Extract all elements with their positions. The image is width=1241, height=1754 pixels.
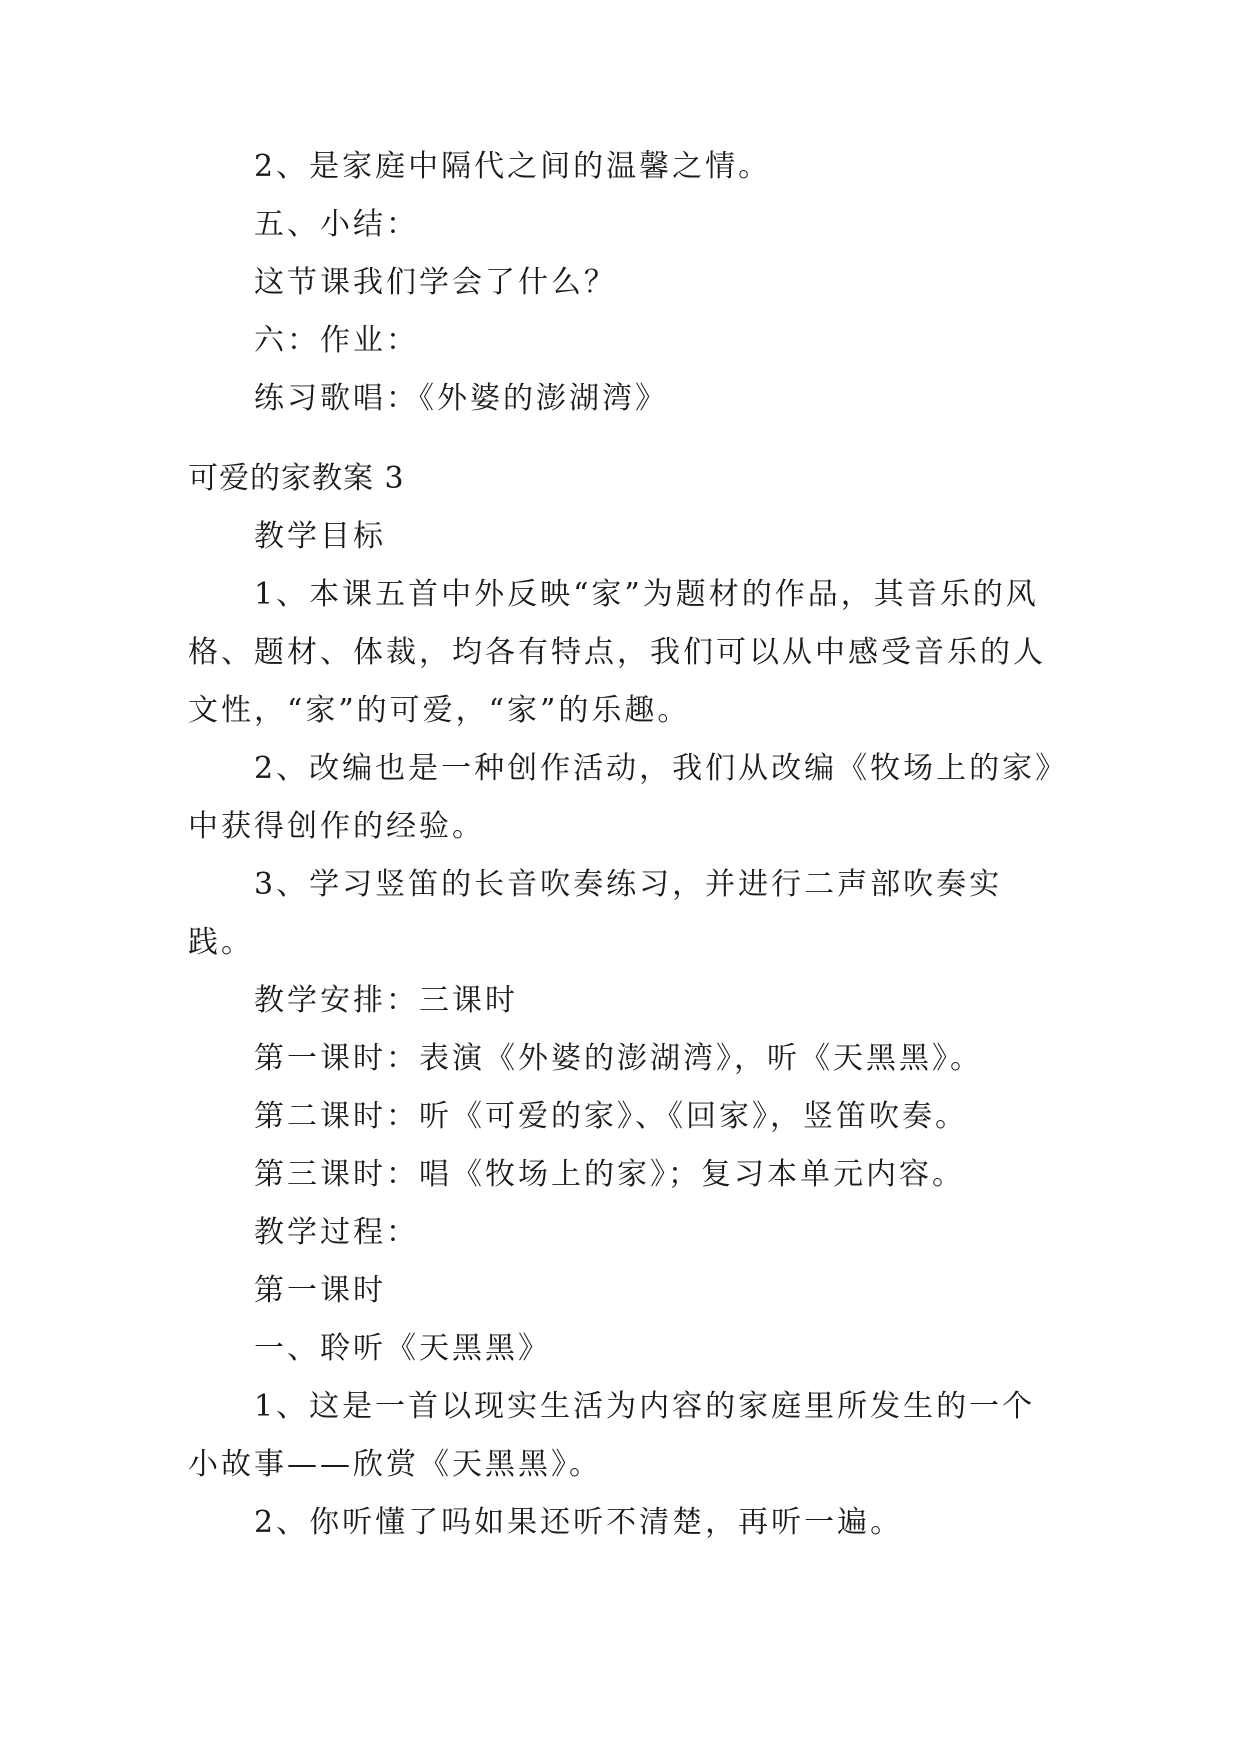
lesson-2-line: 第二课时：听《可爱的家》、《回家》，竖笛吹奏。 [254,1099,968,1134]
summary-question: 这节课我们学会了什么？ [254,265,617,300]
summary-point-2: 2、是家庭中隔代之间的温馨之情。 [254,149,772,184]
arrangement-line: 教学安排：三课时 [254,983,518,1018]
goal-paragraph-2: 2、改编也是一种创作活动，我们从改编《牧场上的家》中获得创作的经验。 [188,751,1054,844]
listen-paragraph-2: 2、你听懂了吗如果还听不清楚，再听一遍。 [254,1505,904,1540]
section-top [188,138,1068,428]
homework-item: 练习歌唱：《外婆的澎湖湾》 [254,381,668,416]
lesson-3-line: 第三课时：唱《牧场上的家》；复习本单元内容。 [254,1157,965,1192]
goal-heading: 教学目标 [254,519,386,554]
homework-heading: 六：作业： [254,323,419,358]
first-lesson-heading: 第一课时 [254,1273,386,1308]
lesson-plan-section [188,450,1068,1552]
goal-paragraph-1: 1、本课五首中外反映“家”为题材的作品，其音乐的风格、题材、体裁，均各有特点，我们可以从中感受音乐的人文性，“家”的可爱，“家”的乐趣。 [188,577,1046,728]
listen-paragraph-1: 1、这是一首以现实生活为内容的家庭里所发生的一个小故事——欣赏《天黑黑》。 [188,1389,1036,1482]
lesson-1-line: 第一课时：表演《外婆的澎湖湾》，听《天黑黑》。 [254,1041,983,1076]
summary-heading: 五、小结： [254,207,419,242]
goal-paragraph-3: 3、学习竖笛的长音吹奏练习，并进行二声部吹奏实践。 [188,867,1003,960]
process-heading: 教学过程： [254,1215,419,1250]
document-title: 可爱的家教案 3 [188,461,405,496]
listen-heading: 一、聆听《天黑黑》 [254,1331,551,1366]
